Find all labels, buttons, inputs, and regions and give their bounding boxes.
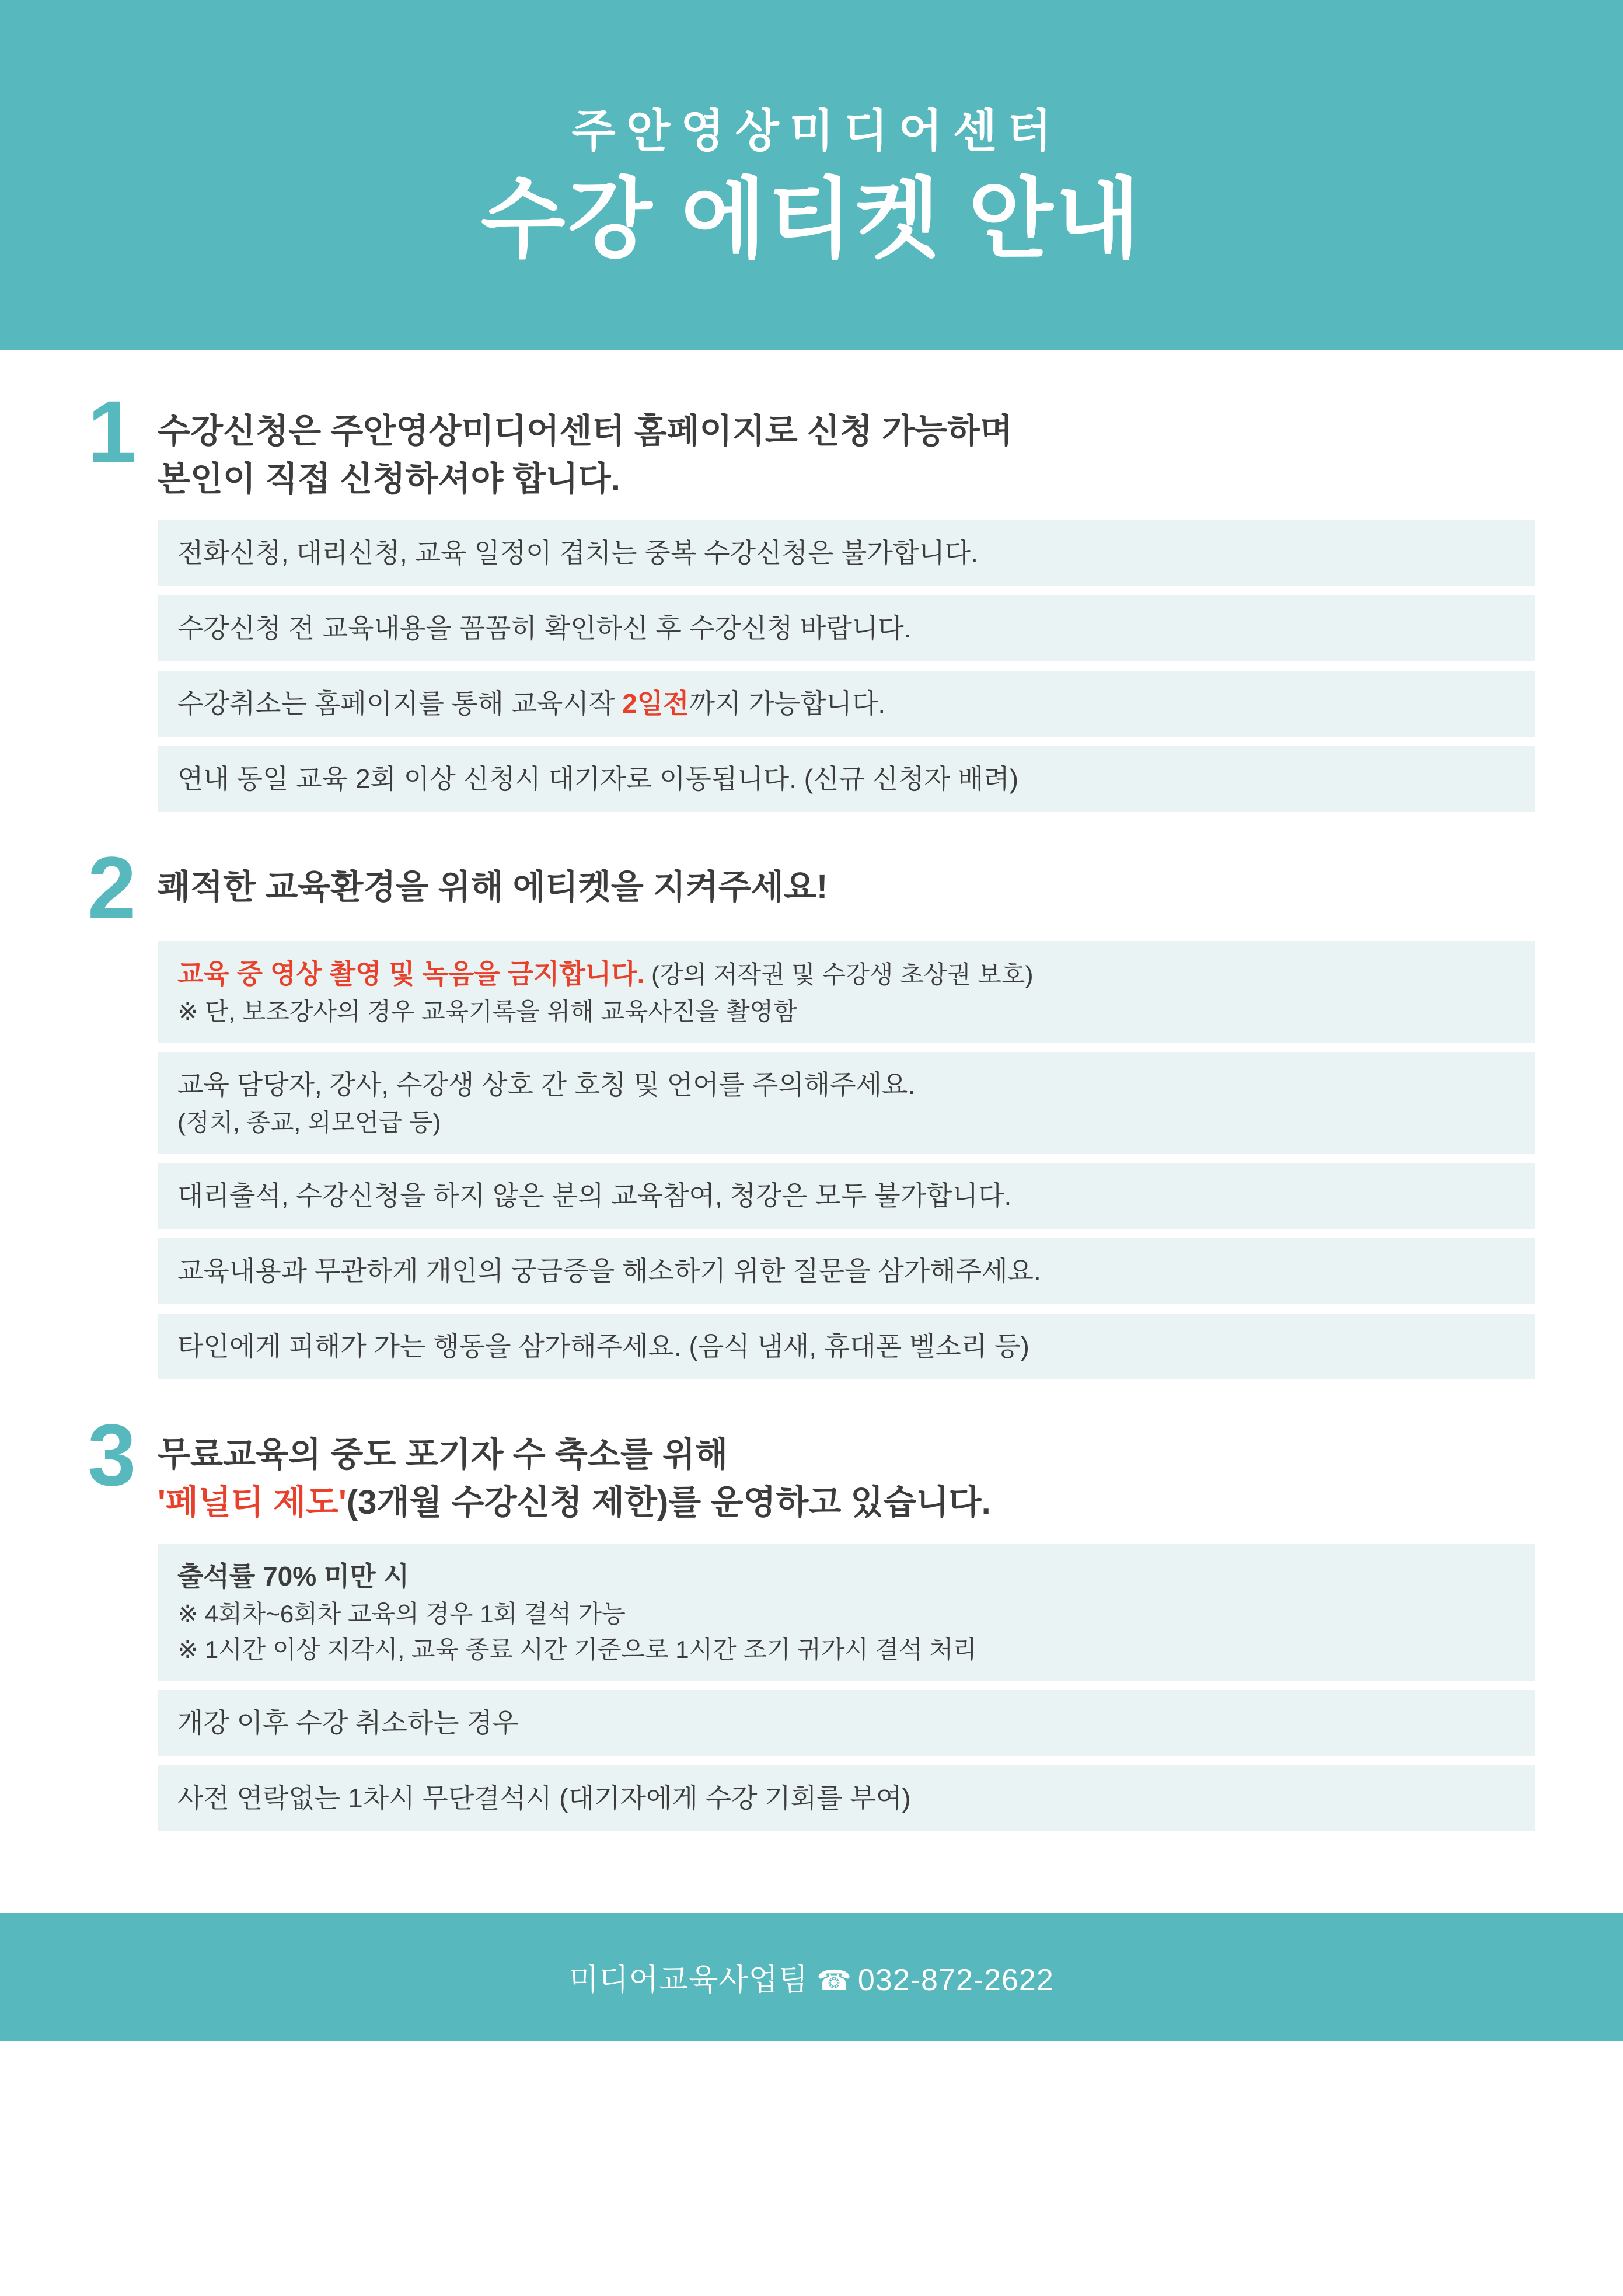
section-1-heading-line1: 수강신청은 주안영상미디어센터 홈페이지로 신청 가능하며 <box>158 412 1013 450</box>
list-item-text: 출석률 70% 미만 시 <box>177 1560 410 1591</box>
section-1-number: 1 <box>88 382 137 480</box>
section-3-heading-highlight: '페널티 제도' <box>158 1483 347 1522</box>
list-item <box>158 1238 1535 1304</box>
header-subtitle: 주안영상미디어센터 <box>571 104 1062 156</box>
list-item-text-pre: 수강취소는 홈페이지를 통해 교육시작 <box>177 688 623 719</box>
section-3-number: 3 <box>88 1406 137 1504</box>
list-item-text-post: 까지 가능합니다. <box>689 688 886 719</box>
section-3-heading-rest: (3개월 수강신청 제한)를 운영하고 있습니다. <box>346 1483 991 1522</box>
list-item-subtext-2: ※ 1시간 이상 지각시, 교육 종료 시간 기준으로 1시간 조기 귀가시 결석 처리 <box>177 1635 977 1663</box>
list-item-highlight: 2일전 <box>622 688 689 719</box>
section-1 <box>88 382 1535 812</box>
page-title: 수강 에티켓 안내 <box>480 170 1143 269</box>
list-item <box>158 520 1535 586</box>
section-2-head <box>88 838 1535 936</box>
section-1-head <box>88 382 1535 504</box>
list-item-text: 수강신청 전 교육내용을 꼼꼼히 확인하신 후 수강신청 바랍니다. <box>177 612 912 643</box>
list-item-text: 개강 이후 수강 취소하는 경우 <box>177 1707 519 1738</box>
section-3-heading-line2 <box>158 1479 991 1527</box>
list-item <box>158 671 1535 737</box>
section-3 <box>88 1406 1535 1831</box>
list-item-subtext: (정치, 종교, 외모언급 등) <box>177 1109 441 1137</box>
phone-icon: ☎ <box>816 1966 852 1997</box>
section-3-items <box>88 1544 1535 1831</box>
list-item <box>158 1690 1535 1756</box>
section-2-items <box>88 941 1535 1379</box>
section-1-items <box>88 520 1535 812</box>
list-item-subtext: ※ 단, 보조강사의 경우 교육기록을 위해 교육사진을 촬영함 <box>177 998 797 1026</box>
list-item-text: 연내 동일 교육 2회 이상 신청시 대기자로 이동됩니다. (신규 신청자 배려) <box>177 763 1019 794</box>
list-item <box>158 1765 1535 1831</box>
list-item <box>158 1163 1535 1229</box>
page-footer <box>0 1913 1623 2041</box>
section-2-heading <box>158 859 828 911</box>
list-item-text: 타인에게 피해가 가는 행동을 삼가해주세요. (음식 냄새, 휴대폰 벨소리 등) <box>177 1331 1029 1361</box>
section-2 <box>88 838 1535 1379</box>
section-3-heading-line1: 무료교육의 중도 포기자 수 축소를 위해 <box>158 1436 728 1473</box>
section-2-heading-line1: 쾌적한 교육환경을 위해 에티켓을 지켜주세요! <box>158 867 828 906</box>
page-header <box>0 0 1623 350</box>
list-item-text: 교육 담당자, 강사, 수강생 상호 간 호칭 및 언어를 주의해주세요. <box>177 1069 916 1100</box>
list-item-text: 전화신청, 대리신청, 교육 일정이 겹치는 중복 수강신청은 불가합니다. <box>177 537 979 568</box>
list-item <box>158 595 1535 661</box>
list-item <box>158 941 1535 1043</box>
list-item <box>158 1544 1535 1681</box>
list-item <box>158 1052 1535 1154</box>
list-item-text: 교육내용과 무관하게 개인의 궁금증을 해소하기 위한 질문을 삼가해주세요. <box>177 1256 1041 1286</box>
section-3-heading <box>158 1426 991 1527</box>
content-body <box>0 350 1623 1855</box>
list-item-text-post: (강의 저작권 및 수강생 초상권 보호) <box>644 961 1034 989</box>
footer-team-name: 미디어교육사업팀 <box>569 1963 809 1997</box>
footer-contact <box>569 1955 1054 1999</box>
list-item-highlight: 교육 중 영상 촬영 및 녹음을 금지합니다. <box>177 959 645 990</box>
section-1-heading-line2: 본인이 직접 신청하셔야 합니다. <box>158 460 620 499</box>
list-item-subtext: ※ 4회차~6회차 교육의 경우 1회 결석 가능 <box>177 1600 626 1628</box>
footer-phone-number: 032-872-2622 <box>857 1963 1054 1997</box>
list-item-text: 사전 연락없는 1차시 무단결석시 (대기자에게 수강 기회를 부여) <box>177 1782 911 1813</box>
list-item <box>158 1314 1535 1379</box>
section-2-number: 2 <box>88 838 137 936</box>
list-item-text: 대리출석, 수강신청을 하지 않은 분의 교육참여, 청강은 모두 불가합니다. <box>177 1180 1012 1211</box>
section-3-head <box>88 1406 1535 1527</box>
list-item <box>158 746 1535 812</box>
section-1-heading <box>158 403 1013 504</box>
